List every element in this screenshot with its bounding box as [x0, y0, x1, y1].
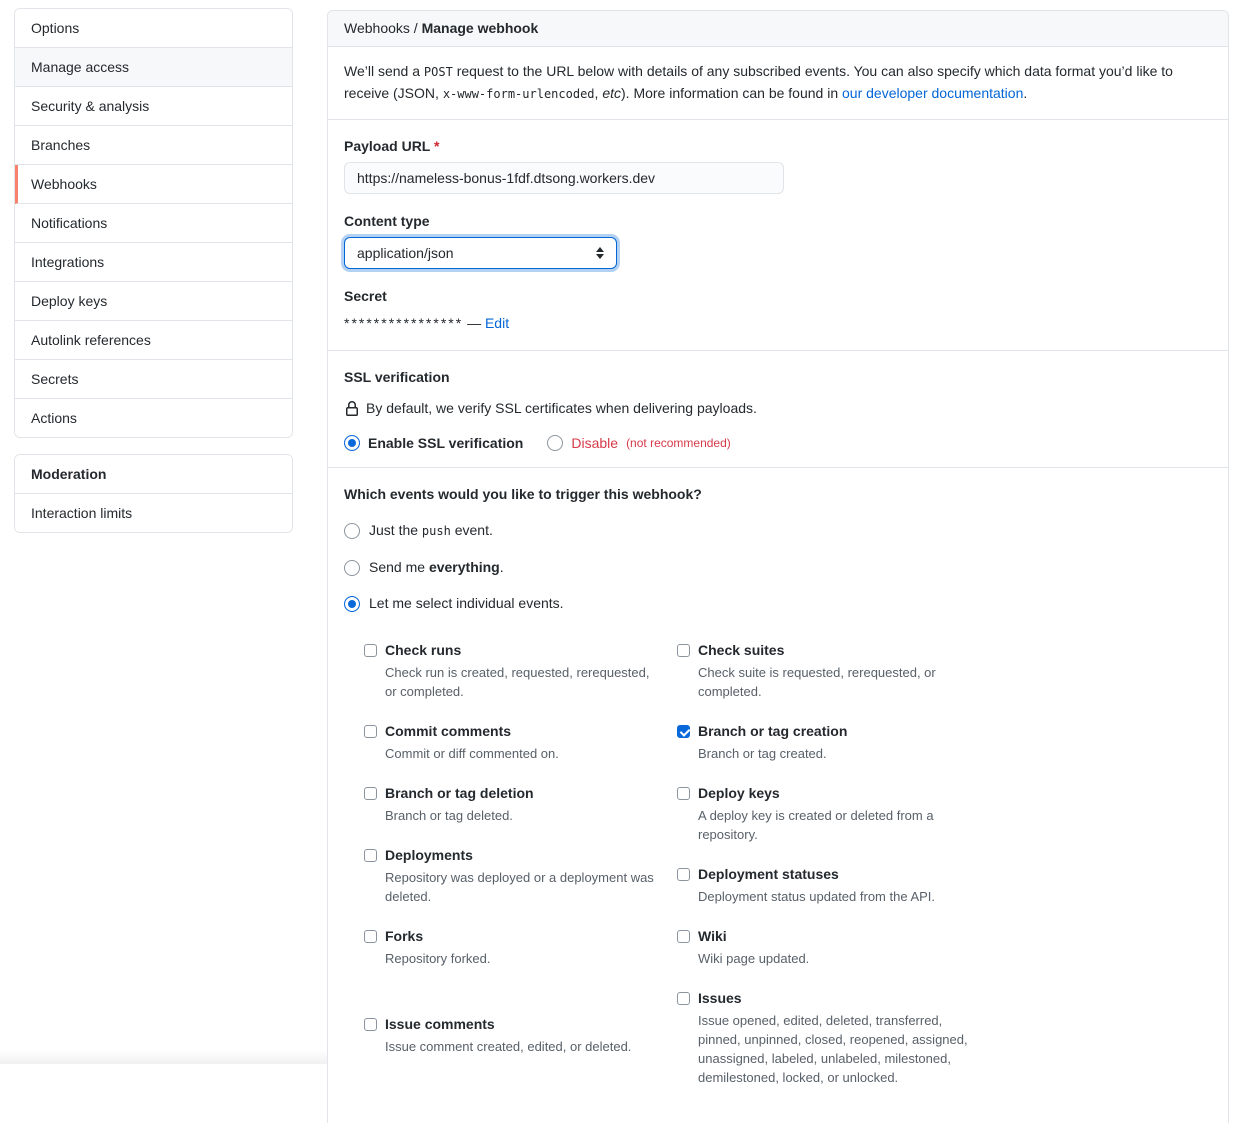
ssl-verification-title: SSL verification	[344, 369, 450, 385]
events-checkbox-grid	[364, 640, 1212, 1107]
breadcrumb-webhooks-link[interactable]: Webhooks	[344, 20, 410, 36]
individual-events-radio[interactable]	[344, 596, 360, 612]
content-type-value: application/json	[357, 245, 454, 261]
event-branch-tag-creation-row[interactable]	[677, 721, 972, 742]
events-grid-right-column	[677, 640, 972, 1107]
event-issues	[677, 988, 972, 1087]
payload-url-group	[344, 136, 1212, 194]
events-grid-left-column	[364, 640, 659, 1107]
event-issues-row[interactable]	[677, 988, 972, 1009]
required-asterisk: *	[434, 138, 440, 154]
ssl-note-text: By default, we verify SSL certificates when delivering payloads.	[366, 400, 757, 416]
option-just-push[interactable]	[344, 520, 1212, 542]
event-deployments-row[interactable]	[364, 845, 659, 866]
manage-webhook-panel	[327, 10, 1229, 1123]
event-deployment-statuses	[677, 864, 972, 906]
event-label: Issues	[698, 990, 742, 1006]
ssl-note-row	[344, 398, 1212, 419]
webhook-form-section	[328, 120, 1228, 351]
sidebar-item-deploy-keys[interactable]: Deploy keys	[15, 282, 292, 321]
event-issue-comments	[364, 1014, 659, 1056]
ssl-radio-group	[344, 435, 1212, 451]
sidebar-item-secrets[interactable]: Secrets	[15, 360, 292, 399]
event-description: Branch or tag deleted.	[385, 808, 513, 823]
event-deploy-keys	[677, 783, 972, 844]
option-send-everything[interactable]	[344, 557, 1212, 578]
settings-sidebar	[14, 8, 293, 533]
breadcrumb	[328, 11, 1228, 47]
deployments-checkbox[interactable]	[364, 849, 377, 862]
event-label: Branch or tag creation	[698, 723, 848, 739]
event-wiki	[677, 926, 972, 968]
event-description: Repository forked.	[385, 951, 491, 966]
sidebar-item-options[interactable]: Options	[15, 9, 292, 48]
events-question: Which events would you like to trigger this webhook?	[344, 486, 702, 502]
sidebar-item-webhooks[interactable]: Webhooks	[15, 165, 292, 204]
event-label: Check suites	[698, 642, 785, 658]
content-type-label: Content type	[344, 213, 430, 229]
disable-ssl-note: (not recommended)	[626, 436, 731, 450]
secret-label: Secret	[344, 288, 387, 304]
push-code: push	[421, 524, 451, 538]
individual-events-label: Let me select individual events.	[369, 595, 564, 611]
event-label: Branch or tag deletion	[385, 785, 534, 801]
event-label: Forks	[385, 928, 424, 944]
sidebar-item-branches[interactable]: Branches	[15, 126, 292, 165]
breadcrumb-current: Manage webhook	[421, 20, 539, 36]
lock-icon	[344, 401, 360, 417]
payload-url-label-text: Payload URL	[344, 138, 431, 154]
event-label: Deployments	[385, 847, 473, 863]
disable-ssl-option[interactable]	[547, 435, 730, 451]
event-description: Check suite is requested, rerequested, or completed.	[698, 665, 936, 699]
event-description: Branch or tag created.	[698, 746, 827, 761]
payload-url-input[interactable]	[344, 162, 784, 194]
event-deployments	[364, 845, 659, 906]
event-forks-row[interactable]	[364, 926, 659, 947]
disable-ssl-radio[interactable]	[547, 435, 563, 451]
secret-edit-link[interactable]: Edit	[484, 315, 510, 331]
event-check-suites-row[interactable]	[677, 640, 972, 661]
viewport-edge-artifact	[0, 1050, 327, 1064]
sidebar-item-notifications[interactable]: Notifications	[15, 204, 292, 243]
event-label: Issue comments	[385, 1016, 495, 1032]
content-type-group	[344, 211, 1212, 269]
event-deploy-keys-row[interactable]	[677, 783, 972, 804]
event-label: Deploy keys	[698, 785, 780, 801]
wiki-checkbox[interactable]	[677, 930, 690, 943]
deployment-statuses-checkbox[interactable]	[677, 868, 690, 881]
sidebar-item-interaction-limits[interactable]: Interaction limits	[15, 494, 292, 532]
intro-text: ,	[594, 85, 603, 101]
event-label: Commit comments	[385, 723, 512, 739]
check-runs-checkbox[interactable]	[364, 644, 377, 657]
intro-text: ). More information can be found in	[621, 85, 843, 101]
ssl-verification-section	[328, 351, 1228, 468]
settings-nav-box	[14, 8, 293, 438]
sidebar-item-manage-access[interactable]: Manage access	[15, 48, 292, 87]
select-arrows-icon	[596, 247, 604, 259]
urlencoded-code: x-www-form-urlencoded	[442, 87, 595, 101]
event-check-suites	[677, 640, 972, 701]
event-description: A deploy key is created or deleted from a repository.	[698, 808, 934, 842]
secret-dash: —	[467, 315, 482, 331]
event-branch-tag-creation	[677, 721, 972, 763]
event-label: Check runs	[385, 642, 462, 658]
developer-documentation-link[interactable]: our developer documentation	[842, 85, 1024, 101]
content-type-select[interactable]	[344, 237, 617, 269]
check-suites-checkbox[interactable]	[677, 644, 690, 657]
just-push-label: Just the push event.	[369, 522, 493, 538]
enable-ssl-radio[interactable]	[344, 435, 360, 451]
breadcrumb-separator: /	[409, 20, 422, 36]
event-commit-comments-row[interactable]	[364, 721, 659, 742]
sidebar-item-security-analysis[interactable]: Security & analysis	[15, 87, 292, 126]
sidebar-item-integrations[interactable]: Integrations	[15, 243, 292, 282]
branch-tag-creation-checkbox[interactable]	[677, 725, 690, 738]
option-individual-events[interactable]	[344, 593, 1212, 614]
event-forks	[364, 926, 659, 968]
event-branch-tag-deletion-row[interactable]	[364, 783, 659, 804]
branch-tag-deletion-checkbox[interactable]	[364, 787, 377, 800]
event-deployment-statuses-row[interactable]	[677, 864, 972, 885]
event-description: Issue opened, edited, deleted, transferred, pinned, unpinned, closed, reopened, assigned, unassigned, labeled, unlabeled, milestoned, demilestoned, locked, or unlocked.	[698, 1013, 968, 1085]
sidebar-item-autolink-references[interactable]: Autolink references	[15, 321, 292, 360]
secret-value-row	[344, 313, 1212, 334]
intro-text: .	[1023, 85, 1028, 101]
intro-etc: etc	[602, 85, 621, 101]
event-description: Deployment status updated from the API.	[698, 889, 936, 904]
event-description: Issue comment created, edited, or deleted.	[385, 1039, 632, 1054]
moderation-nav-box	[14, 454, 293, 533]
intro-text: request to the URL below with details of any subscribed events. You can also specify which data format you’d like to receive (JSON,	[344, 63, 1173, 101]
payload-url-label	[344, 136, 1212, 157]
event-issue-comments-row[interactable]	[364, 1014, 659, 1035]
enable-ssl-option[interactable]	[344, 435, 523, 451]
disable-ssl-label: Disable	[571, 435, 619, 451]
event-commit-comments	[364, 721, 659, 763]
event-check-runs	[364, 640, 659, 701]
event-description: Repository was deployed or a deployment was deleted.	[385, 870, 654, 904]
commit-comments-checkbox[interactable]	[364, 725, 377, 738]
forks-checkbox[interactable]	[364, 930, 377, 943]
event-description: Check run is created, requested, rerequested, or completed.	[385, 665, 650, 699]
issues-checkbox[interactable]	[677, 992, 690, 1005]
event-check-runs-row[interactable]	[364, 640, 659, 661]
secret-masked-value: ****************	[344, 315, 464, 331]
sidebar-item-actions[interactable]: Actions	[15, 399, 292, 437]
event-wiki-row[interactable]	[677, 926, 972, 947]
send-everything-label: Send me everything.	[369, 559, 504, 575]
issue-comments-checkbox[interactable]	[364, 1018, 377, 1031]
deploy-keys-checkbox[interactable]	[677, 787, 690, 800]
intro-text: We’ll send a	[344, 63, 424, 79]
event-branch-tag-deletion	[364, 783, 659, 825]
webhook-intro-text	[328, 47, 1228, 120]
post-code: POST	[423, 65, 453, 79]
event-label: Wiki	[698, 928, 727, 944]
enable-ssl-label: Enable SSL verification	[368, 435, 524, 451]
secret-group	[344, 286, 1212, 334]
just-push-radio[interactable]	[344, 523, 360, 539]
send-everything-radio[interactable]	[344, 560, 360, 576]
events-section	[328, 468, 1228, 1123]
event-description: Commit or diff commented on.	[385, 746, 559, 761]
moderation-section-header: Moderation	[15, 455, 292, 494]
event-description: Wiki page updated.	[698, 951, 810, 966]
event-label: Deployment statuses	[698, 866, 839, 882]
